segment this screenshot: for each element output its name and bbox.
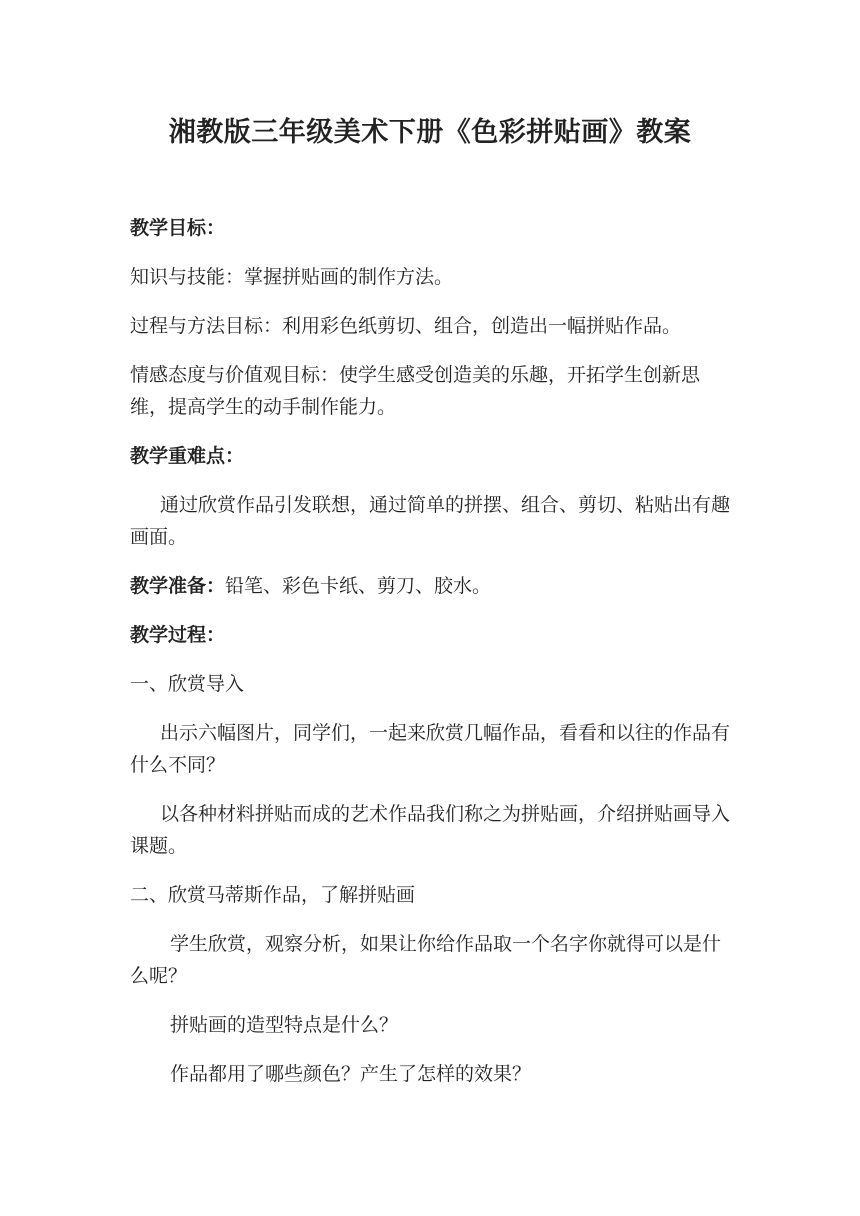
prep-text: 铅笔、彩色卡纸、剪刀、胶水。 (225, 575, 492, 597)
section1-paragraph-2: 以各种材料拼贴而成的艺术作品我们称之为拼贴画，介绍拼贴画导入课题。 (130, 803, 731, 857)
document-body (130, 212, 730, 1107)
keypoints-text: 通过欣赏作品引发联想，通过简单的拼摆、组合、剪切、粘贴出有趣画面。 (130, 494, 731, 548)
goal-emotion: 情感态度与价值观目标：使学生感受创造美的乐趣，开拓学生创新思维，提高学生的动手制作能力。 (130, 364, 701, 418)
process-heading: 教学过程： (130, 624, 226, 646)
section2-paragraph-1: 学生欣赏，观察分析，如果让你给作品取一个名字你就得可以是什么呢？ (130, 933, 722, 987)
prep-line (130, 570, 730, 602)
goal-process: 过程与方法目标：利用彩色纸剪切、组合，创造出一幅拼贴作品。 (130, 315, 682, 337)
section1-title: 一、欣赏导入 (130, 673, 245, 695)
document-title: 湘教版三年级美术下册《色彩拼贴画》教案 (168, 117, 692, 148)
goal-knowledge: 知识与技能：掌握拼贴画的制作方法。 (130, 266, 454, 288)
prep-label: 教学准备： (130, 575, 226, 597)
section2-question-1: 拼贴画的造型特点是什么？ (170, 1014, 399, 1036)
section2-question-2: 作品都用了哪些颜色？产生了怎样的效果？ (170, 1063, 532, 1085)
keypoints-heading: 教学重难点： (130, 445, 245, 467)
goals-heading: 教学目标： (130, 217, 226, 239)
section1-paragraph-1: 出示六幅图片，同学们，一起来欣赏几幅作品，看看和以往的作品有什么不同？ (130, 722, 731, 776)
section2-title: 二、欣赏马蒂斯作品，了解拼贴画 (130, 884, 416, 906)
